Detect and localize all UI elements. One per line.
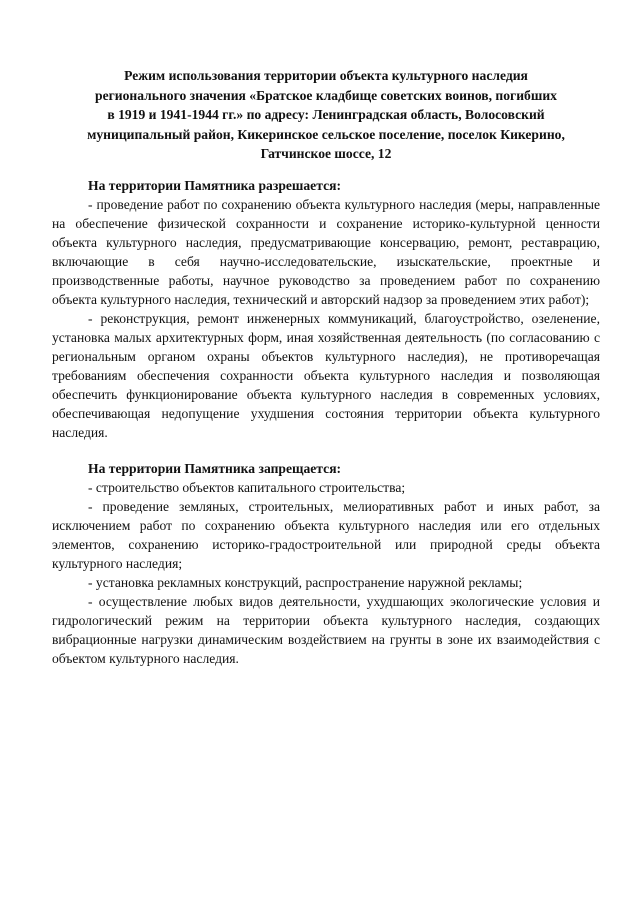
prohibited-heading: На территории Памятника запрещается: (88, 460, 342, 476)
title-line: Гатчинское шоссе, 12 (260, 146, 392, 161)
prohibited-item: - установка рекламных конструкций, распространение наружной рекламы; (88, 574, 523, 590)
permitted-item: - проведение работ по сохранению объекта культурного наследия (меры, направленные на обеспечение физической сохранности и сохранение историко-культурной ценности объекта культурного наследия, предусматривающие консервацию, ремонт, реставрацию, включающие в себя научно-исследовательские, изыскательские, проектные и производственные работы, научное руководство за проведением работ по сохранению объекта культурного наследия, технический и авторский надзор за проведением этих работ); (52, 196, 600, 307)
prohibited-item: - осуществление любых видов деятельности, ухудшающих экологические условия и гидрологический режим на территории объекта культурного наследия, создающих вибрационные нагрузки динамическим воздействием на грунты в зоне их взаимодействия с объектом культурного наследия. (52, 593, 600, 666)
title-line: регионального значения «Братское кладбище советских воинов, погибших (95, 87, 557, 103)
document-title (52, 66, 600, 164)
document-page (52, 66, 600, 668)
prohibited-section (52, 459, 600, 668)
permitted-heading: На территории Памятника разрешается: (88, 177, 341, 193)
title-line: Режим использования территории объекта культурного наследия (124, 68, 528, 83)
prohibited-item: - строительство объектов капитального строительства; (88, 479, 406, 495)
permitted-item: - реконструкция, ремонт инженерных коммуникаций, благоустройство, озеленение, установка малых архитектурных форм, иная хозяйственная деятельность (по согласованию с региональным органом охраны объектов культурного наследия), не противоречащая требованиям обеспечения сохранности объекта культурного наследия и позволяющая обеспечить функционирование объекта культурного наследия в современных условиях, обеспечивающая недопущение ухудшения состояния территории объекта культурного наследия. (52, 310, 600, 440)
prohibited-item: - проведение земляных, строительных, мелиоративных работ и иных работ, за исключением работ по сохранению объекта культурного наследия или его отдельных элементов, сохранению историко-градостроительной или природной среды объекта культурного наследия; (52, 498, 600, 571)
permitted-section (52, 176, 600, 442)
section-spacer (52, 442, 600, 459)
title-line: муниципальный район, Кикеринское сельское поселение, поселок Кикерино, (87, 126, 565, 142)
title-line: в 1919 и 1941-1944 гг.» по адресу: Ленинградская область, Волосовский (107, 107, 545, 122)
